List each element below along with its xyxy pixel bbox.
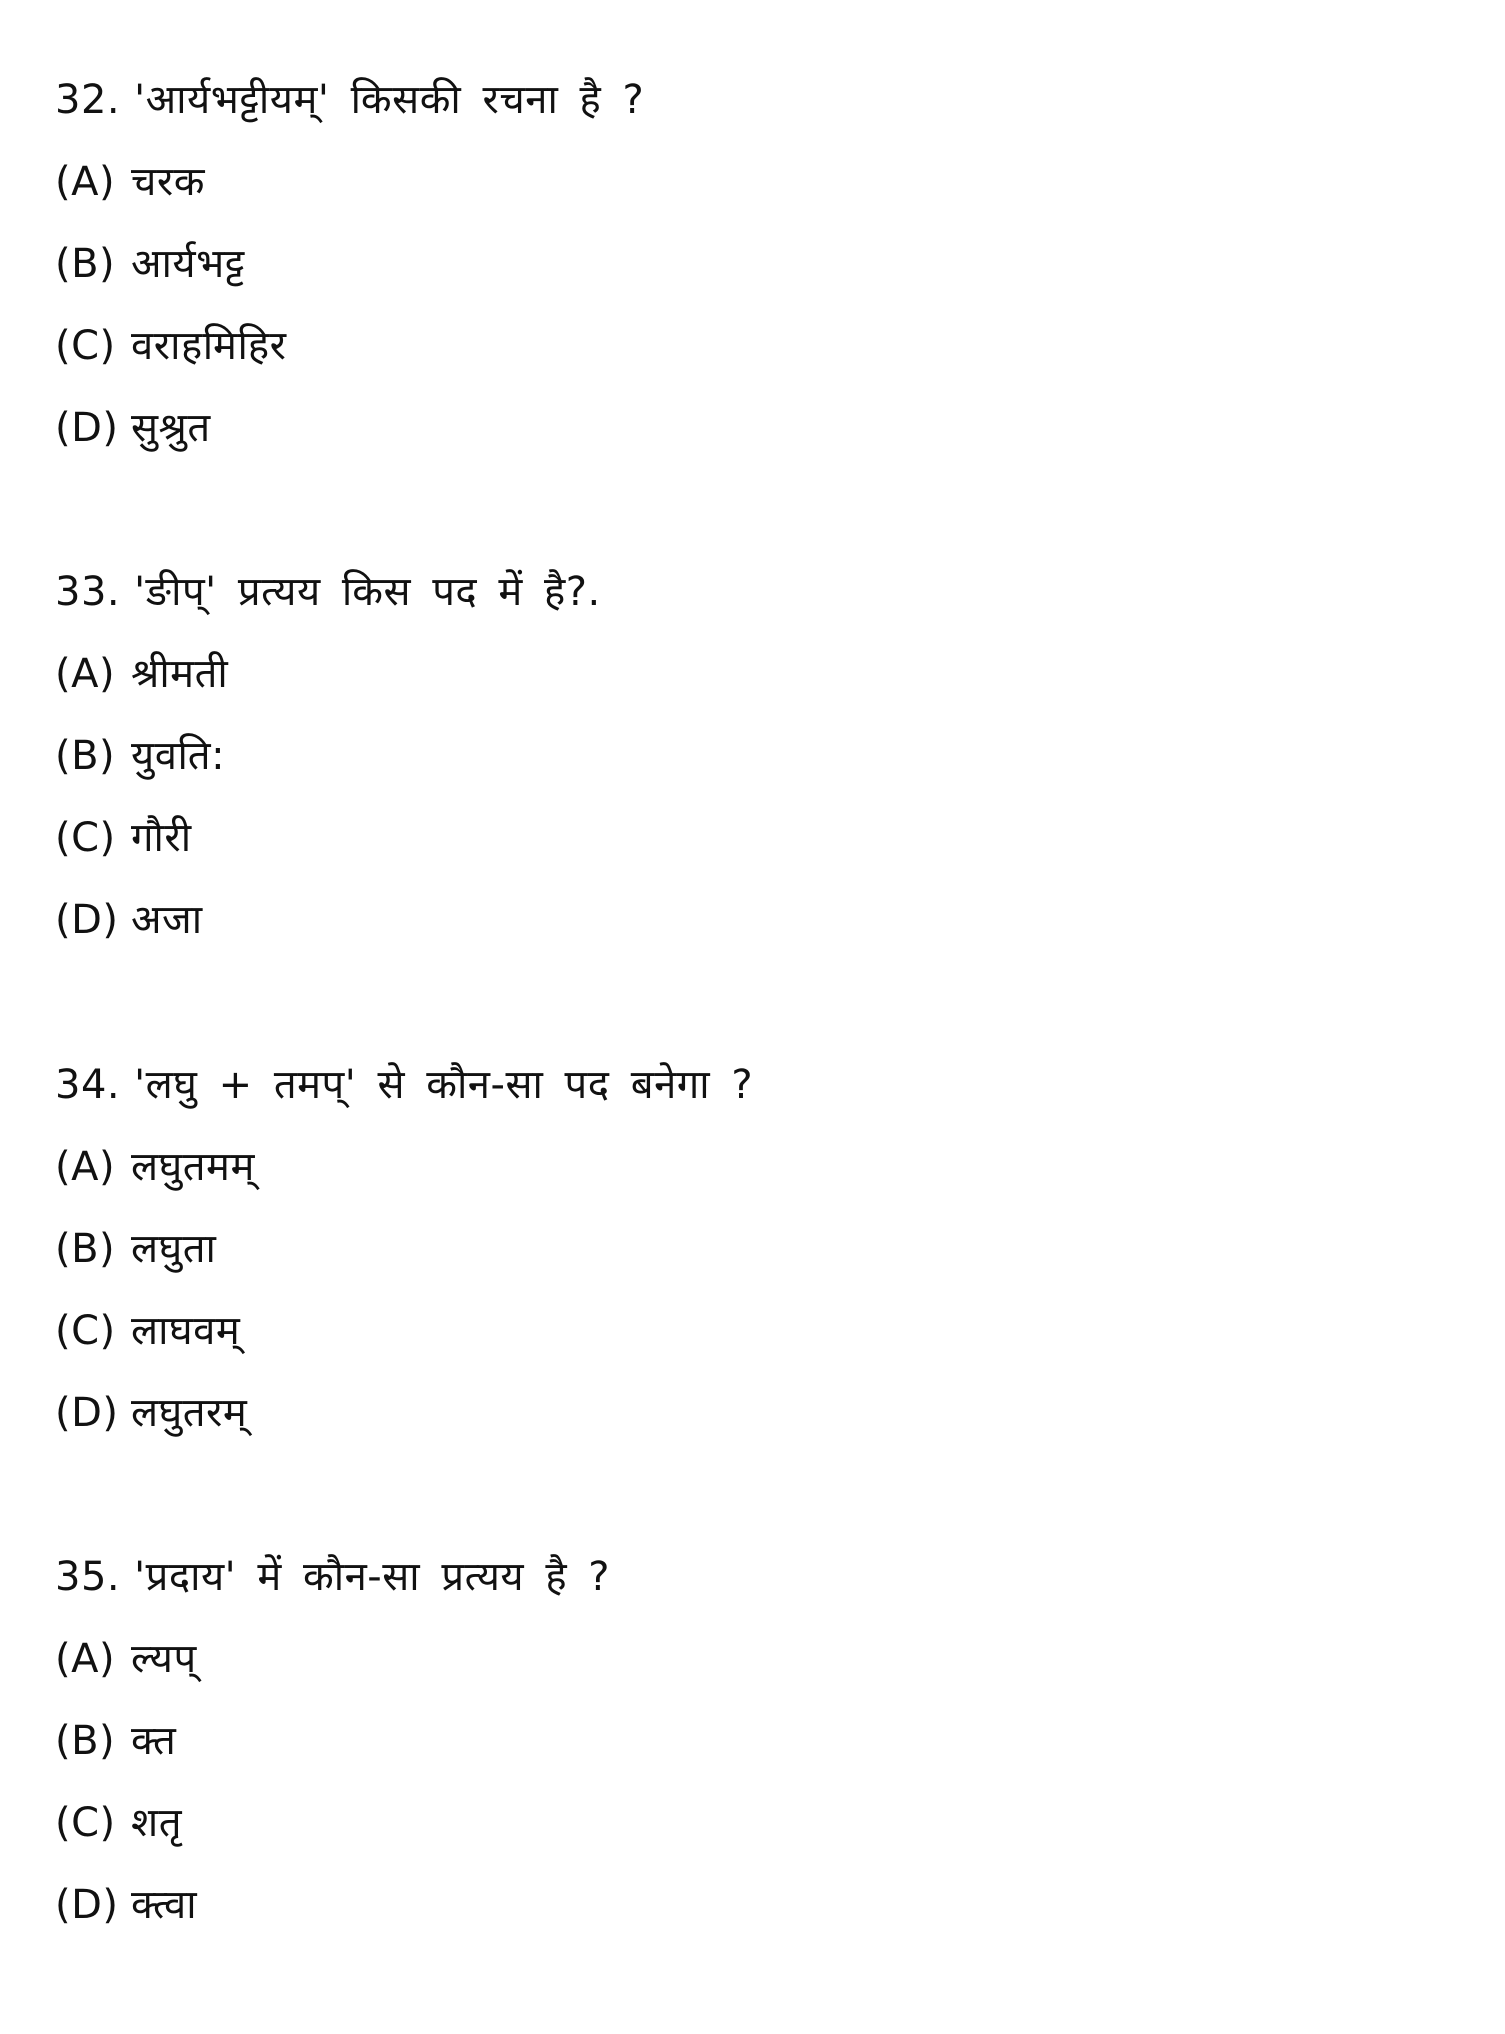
question-text: 'ङीप्' प्रत्यय किस पद में है?. <box>134 569 601 615</box>
option-32-a <box>55 156 205 208</box>
option-key: (D) <box>55 405 119 451</box>
option-key: (C) <box>55 1800 116 1846</box>
option-key: (A) <box>55 1636 116 1682</box>
question-35 <box>55 1551 610 1603</box>
question-number: 35. <box>55 1554 121 1600</box>
option-key: (C) <box>55 1308 116 1354</box>
option-32-c <box>55 320 286 372</box>
option-text: शतृ <box>131 1800 182 1846</box>
option-text: श्रीमती <box>131 651 229 697</box>
option-key: (B) <box>55 1718 116 1764</box>
option-34-d <box>55 1387 247 1439</box>
option-35-c <box>55 1797 182 1849</box>
option-text: वराहमिहिर <box>131 323 287 369</box>
option-key: (A) <box>55 651 116 697</box>
option-key: (D) <box>55 1390 119 1436</box>
option-35-d <box>55 1879 197 1931</box>
option-text: क्त्वा <box>131 1882 198 1928</box>
question-text: 'आर्यभट्टीयम्' किसकी रचना है ? <box>134 77 645 123</box>
option-key: (C) <box>55 323 116 369</box>
option-text: लघुतरम् <box>131 1390 248 1436</box>
option-text: लघुता <box>131 1226 217 1272</box>
question-number: 32. <box>55 77 121 123</box>
option-33-d <box>55 894 203 946</box>
option-35-b <box>55 1715 176 1767</box>
option-key: (B) <box>55 733 116 779</box>
question-text: 'प्रदाय' में कौन-सा प्रत्यय है ? <box>134 1554 611 1600</box>
option-key: (D) <box>55 897 119 943</box>
option-text: क्त <box>131 1718 177 1764</box>
option-key: (D) <box>55 1882 119 1928</box>
option-32-b <box>55 238 245 290</box>
option-text: चरक <box>131 159 205 205</box>
option-text: सुश्रुत <box>131 405 211 451</box>
option-text: लाघवम् <box>131 1308 241 1354</box>
option-text: अजा <box>131 897 203 943</box>
option-key: (B) <box>55 241 116 287</box>
option-key: (B) <box>55 1226 116 1272</box>
question-text: 'लघु + तमप्' से कौन-सा पद बनेगा ? <box>134 1062 754 1108</box>
option-34-a <box>55 1141 255 1193</box>
option-35-a <box>55 1633 197 1685</box>
option-33-c <box>55 812 192 864</box>
question-33 <box>55 566 601 618</box>
option-34-b <box>55 1223 216 1275</box>
option-34-c <box>55 1305 240 1357</box>
option-text: लघुतमम् <box>131 1144 255 1190</box>
option-key: (A) <box>55 1144 116 1190</box>
question-32 <box>55 74 644 126</box>
option-text: ल्यप् <box>131 1636 197 1682</box>
option-text: आर्यभट्ट <box>131 241 245 287</box>
question-34 <box>55 1059 753 1111</box>
option-33-b <box>55 730 225 782</box>
option-key: (C) <box>55 815 116 861</box>
option-33-a <box>55 648 228 700</box>
option-key: (A) <box>55 159 116 205</box>
option-32-d <box>55 402 211 454</box>
question-number: 34. <box>55 1062 121 1108</box>
option-text: युवति: <box>131 733 226 779</box>
question-number: 33. <box>55 569 121 615</box>
option-text: गौरी <box>131 815 192 861</box>
